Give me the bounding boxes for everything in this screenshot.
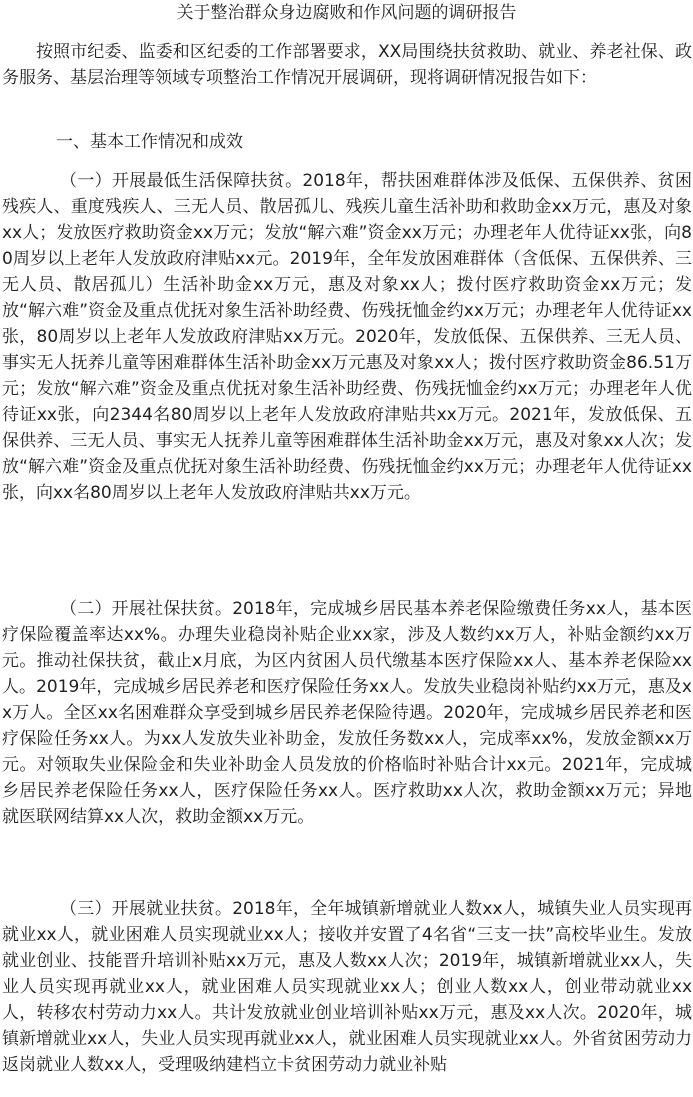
paragraph-employment: （三）开展就业扶贫。2018年，全年城镇新增就业人数xx人，城镇失业人员实现再就业xx人，就业困难人员实现就业xx人；接收并安置了4名省“三支一扶”高校毕业生。发放就业创业、技能晋升培训补贴xx万元，惠及人数xx人次；2019年，城镇新增就业xx人，失业人员实现再就业xx人，就业困难人员实现就业xx人；创业人数xx人，创业带动就业xx人，转移农村劳动力xx人。共计发放就业创业培训补贴xx万元，惠及xx人次。2020年，城镇新增就业xx人，失业人员实现再就业xx人，就业困难人员实现就业xx人。外省贫困劳动力返岗就业人数xx人，受理吸纳建档立卡贫困劳动力就业补贴: [2, 899, 692, 1075]
intro-paragraph: 按照市纪委、监委和区纪委的工作部署要求，XX局围绕扶贫救助、就业、养老社保、政务服务、基层治理等领域专项整治工作情况开展调研，现将调研情况报告如下：: [2, 42, 692, 88]
section-heading: 一、基本工作情况和成效: [56, 132, 243, 152]
paragraph-social-security: （二）开展社保扶贫。2018年，完成城乡居民基本养老保险缴费任务xx人，基本医疗保险覆盖率达xx%。办理失业稳岗补贴企业xx家，涉及人数约xx万人，补贴金额约xx万元。推动社保扶贫，截止x月底，为区内贫困人员代缴基本医疗保险xx人、基本养老保险xx人。2019年，完成城乡居民养老和医疗保险任务xx人。发放失业稳岗补贴约xx万元，惠及xx万人。全区xx名困难群众享受到城乡居民养老保险待遇。2020年，完成城乡居民养老和医疗保险任务xx人。为xx人发放失业补助金，发放任务数xx人，完成率xx%，发放金额xx万元。对领取失业保险金和失业补助金人员发放的价格临时补贴合计xx元。2021年，完成城乡居民养老保险任务xx人，医疗保险任务xx人。医疗救助xx人次，救助金额xx万元；异地就医联网结算xx人次，救助金额xx万元。: [2, 599, 692, 827]
document-title: 关于整治群众身边腐败和作风问题的调研报告: [176, 3, 517, 23]
paragraph-subsistence-allowance: （一）开展最低生活保障扶贫。2018年，帮扶困难群体涉及低保、五保供养、贫困残疾人、重度残疾人、三无人员、散居孤儿、残疾儿童生活补助和救助金xx万元，惠及对象xx人；发放医疗救助资金xx万元；发放“解六难”资金xx万元；办理老年人优待证xx张，向80周岁以上老年人发放政府津贴xx元。2019年，全年发放困难群体（含低保、五保供养、三无人员、散居孤儿）生活补助金xx万元，惠及对象xx人；拨付医疗救助资金xx万元；发放“解六难”资金及重点优抚对象生活补助经费、伤残抚恤金约xx万元；办理老年人优待证xx张，80周岁以上老年人发放政府津贴xx万元。2020年，发放低保、五保供养、三无人员、事实无人抚养儿童等困难群体生活补助金xx万元惠及对象xx人；拨付医疗救助资金86.51万元；发放“解六难”资金及重点优抚对象生活补助经费、伤残抚恤金约xx万元；办理老年人优待证xx张，向2344名80周岁以上老年人发放政府津贴共xx万元。2021年，发放低保、五保供养、三无人员、事实无人抚养儿童等困难群体生活补助金xx万元，惠及对象xx人次；发放“解六难”资金及重点优抚对象生活补助经费、伤残抚恤金约xx万元；办理老年人优待证xx张，向xx名80周岁以上老年人发放政府津贴共xx万元。: [2, 171, 692, 503]
